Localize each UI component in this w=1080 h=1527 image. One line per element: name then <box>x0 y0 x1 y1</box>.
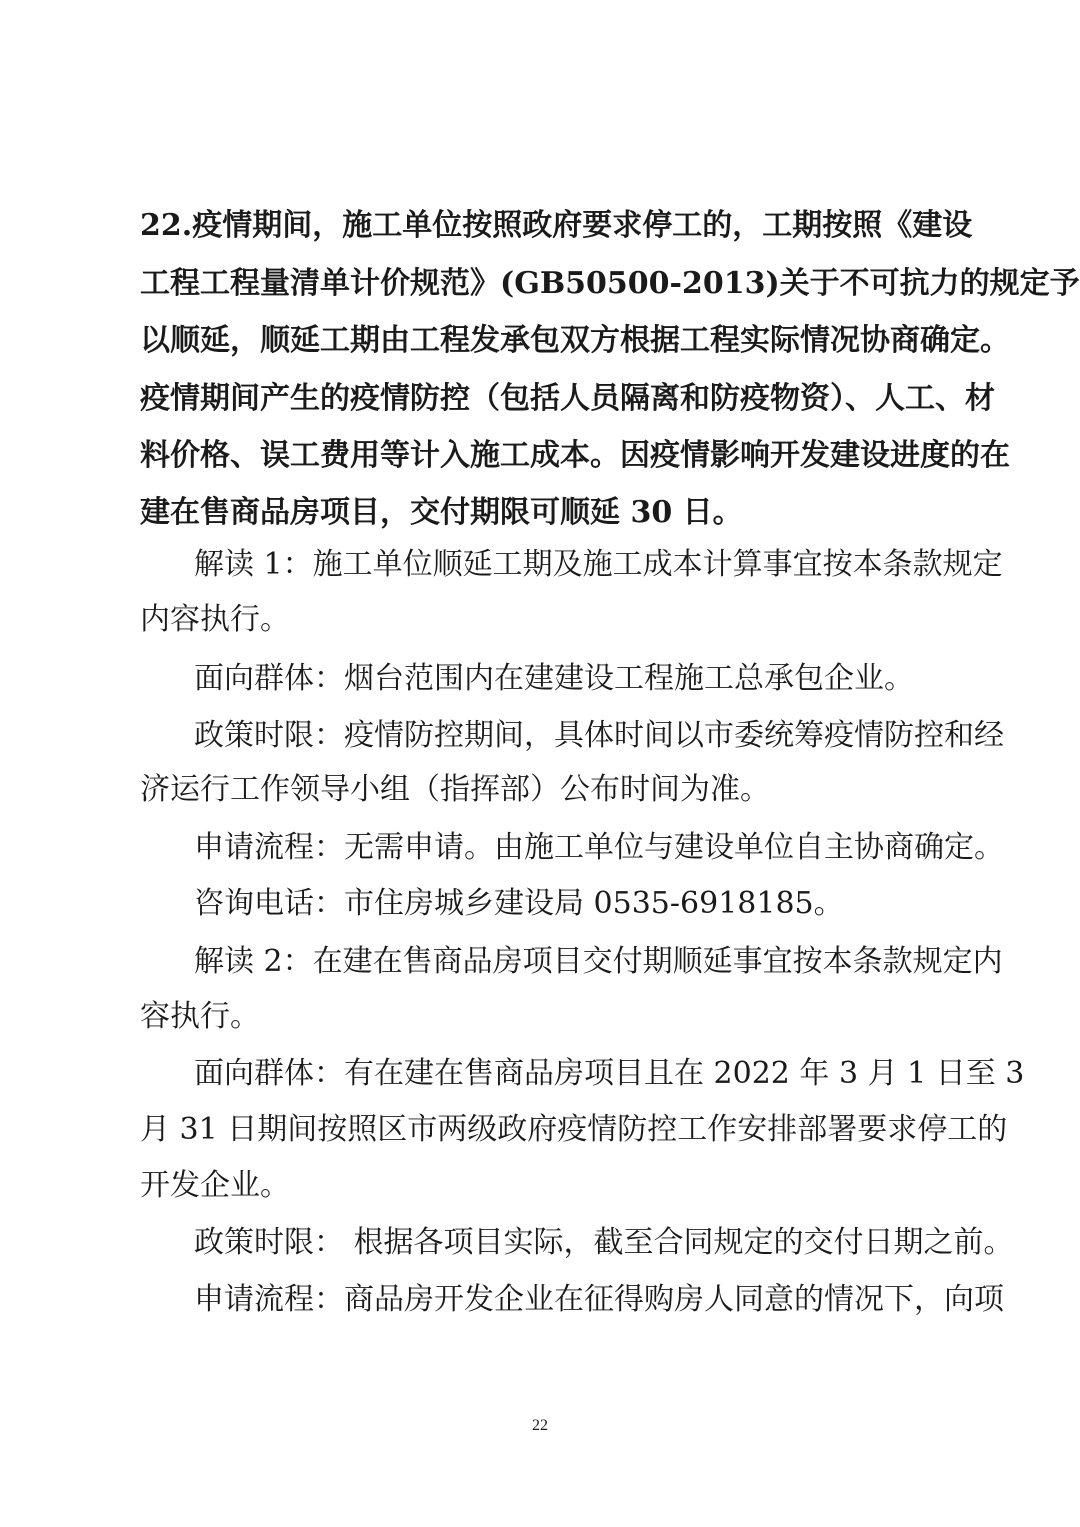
interpretation-1-contact: 咨询电话：市住房城乡建设局 0535-6918185。 <box>194 886 844 921</box>
interpretation-2-line-1: 解读 2：在建在售商品房项目交付期顺延事宜按本条款规定内 <box>194 944 1003 979</box>
interpretation-1-line-2: 内容执行。 <box>140 602 290 637</box>
clause-line-2: 工程工程量清单计价规范》(GB50500-2013)关于不可抗力的规定予 <box>140 266 1080 301</box>
interpretation-2-line-2: 容执行。 <box>140 999 260 1034</box>
interpretation-2-target-group-line-1: 面向群体：有在建在售商品房项目且在 2022 年 3 月 1 日至 3 <box>194 1056 1025 1091</box>
interpretation-1-time-limit-line-2: 济运行工作领导小组（指挥部）公布时间为准。 <box>140 772 770 807</box>
interpretation-2-time-limit: 政策时限： 根据各项目实际，截至合同规定的交付日期之前。 <box>194 1225 1014 1260</box>
clause-line-4: 疫情期间产生的疫情防控（包括人员隔离和防疫物资）、人工、材 <box>140 381 995 416</box>
clause-line-6: 建在售商品房项目，交付期限可顺延 30 日。 <box>140 495 743 530</box>
clause-line-3: 以顺延，顺延工期由工程发承包双方根据工程实际情况协商确定。 <box>140 323 1010 358</box>
interpretation-1-time-limit-line-1: 政策时限：疫情防控期间，具体时间以市委统筹疫情防控和经 <box>194 718 1004 753</box>
interpretation-2-target-group-line-3: 开发企业。 <box>140 1168 290 1203</box>
clause-line-5: 料价格、误工费用等计入施工成本。因疫情影响开发建设进度的在 <box>140 438 1010 473</box>
clause-line-1: 22.疫情期间，施工单位按照政府要求停工的，工期按照《建设 <box>140 208 973 243</box>
interpretation-1-target-group: 面向群体：烟台范围内在建建设工程施工总承包企业。 <box>194 661 914 696</box>
interpretation-1-procedure: 申请流程：无需申请。由施工单位与建设单位自主协商确定。 <box>194 830 1004 865</box>
interpretation-2-target-group-line-2: 月 31 日期间按照区市两级政府疫情防控工作安排部署要求停工的 <box>140 1112 1008 1147</box>
page-number: 22 <box>532 1417 548 1434</box>
interpretation-2-procedure: 申请流程：商品房开发企业在征得购房人同意的情况下，向项 <box>194 1282 1004 1317</box>
interpretation-1-line-1: 解读 1：施工单位顺延工期及施工成本计算事宜按本条款规定 <box>194 547 1003 582</box>
